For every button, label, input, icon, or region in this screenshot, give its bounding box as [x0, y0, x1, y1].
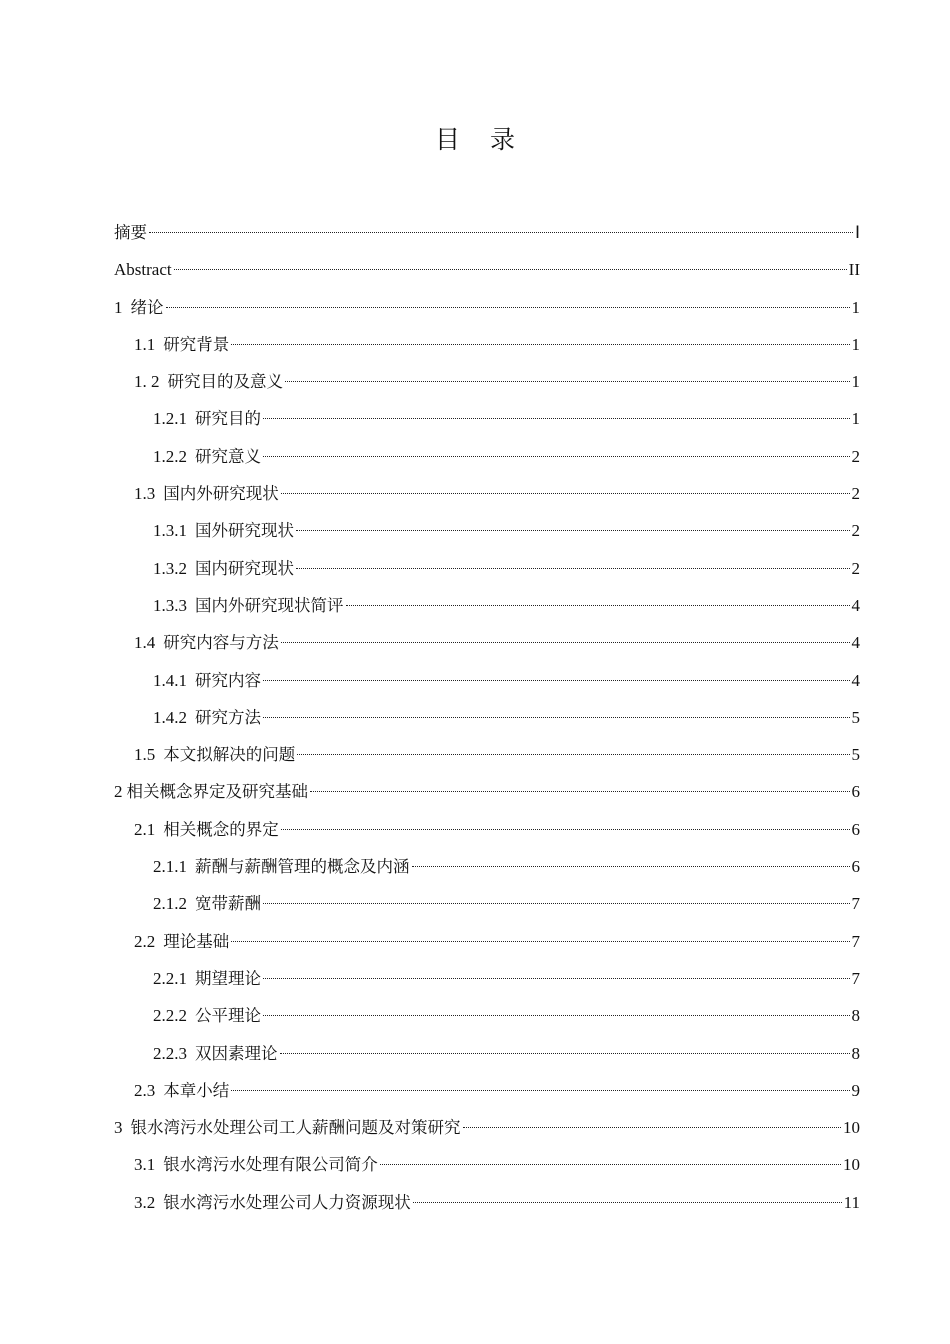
toc-entry-title: 摘要	[114, 223, 147, 242]
toc-entry[interactable]	[114, 923, 860, 960]
toc-entry-page-number: 5	[851, 745, 860, 765]
toc-entry-title: 宽带薪酬	[195, 894, 261, 914]
toc-entry-number: 1.1	[134, 334, 156, 354]
dot-leader	[166, 307, 850, 308]
dot-leader	[263, 1015, 850, 1016]
toc-entry-page-number: 1	[851, 334, 860, 354]
toc-entry-number: 2.1.2	[153, 894, 187, 914]
toc-entry-number: 2.2.3	[153, 1043, 187, 1063]
toc-entry[interactable]	[114, 214, 860, 251]
toc-entry-title: 国内外研究现状简评	[195, 595, 344, 615]
toc-entry-title: 相关概念的界定	[163, 819, 279, 839]
toc-entry-number: 2.2.1	[153, 968, 187, 988]
toc-entry-page-number: Ⅰ	[854, 223, 860, 242]
dot-leader	[310, 791, 850, 792]
toc-entry-title: Abstract	[114, 260, 172, 280]
dot-leader	[285, 381, 850, 382]
toc-entry[interactable]	[114, 699, 860, 736]
toc-entry-title: 研究背景	[163, 334, 230, 354]
toc-entry-title: 薪酬与薪酬管理的概念及内涵	[195, 857, 410, 877]
toc-entry[interactable]	[114, 736, 860, 773]
toc-entry-title: 研究内容与方法	[163, 633, 279, 653]
toc-entry-page-number: 4	[851, 633, 860, 653]
toc-entry-number: 1	[114, 297, 123, 317]
toc-entry-page-number: 1	[851, 372, 860, 392]
toc-entry-page-number: 6	[851, 857, 860, 877]
toc-entry[interactable]	[114, 251, 860, 288]
toc-entry-title: 期望理论	[195, 968, 261, 988]
dot-leader	[380, 1164, 841, 1165]
toc-entry-number: 1.3	[134, 484, 156, 504]
toc-entry[interactable]	[114, 1184, 860, 1221]
toc-entry-page-number: 9	[851, 1080, 860, 1100]
toc-entry[interactable]	[114, 550, 860, 587]
toc-entry-page-number: 4	[851, 670, 860, 690]
toc-entry[interactable]	[114, 512, 860, 549]
toc-entry-number: 3.1	[134, 1155, 156, 1175]
toc-entry-title: 理论基础	[163, 931, 230, 951]
toc-entry-title: 研究目的	[195, 409, 261, 429]
toc-entry[interactable]	[114, 587, 860, 624]
toc-entry-title: 研究内容	[195, 670, 261, 690]
toc-entry-number: 1.2.1	[153, 409, 187, 429]
toc-entry[interactable]	[114, 662, 860, 699]
dot-leader	[149, 232, 853, 233]
toc-entry-number: 2.3	[134, 1080, 156, 1100]
toc-entry-page-number: 8	[851, 1006, 860, 1026]
dot-leader	[231, 941, 849, 942]
dot-leader	[296, 530, 850, 531]
toc-entry-title: 公平理论	[195, 1006, 261, 1026]
dot-leader	[231, 1090, 849, 1091]
title-char-2: 录	[490, 125, 516, 154]
toc-entry-page-number: 2	[851, 521, 860, 541]
toc-entry-title: 国内研究现状	[195, 558, 294, 578]
toc-entry-number: 2.1	[134, 819, 156, 839]
toc-entry-number: 2.2.2	[153, 1006, 187, 1026]
toc-entry[interactable]	[114, 1072, 860, 1109]
toc-entry-title: 研究目的及意义	[167, 372, 283, 392]
toc-entry-title: 研究方法	[195, 707, 261, 727]
dot-leader	[281, 493, 850, 494]
toc-entry[interactable]	[114, 1146, 860, 1183]
toc-entry[interactable]	[114, 885, 860, 922]
dot-leader	[281, 642, 850, 643]
dot-leader	[263, 978, 850, 979]
toc-entry-page-number: 7	[851, 894, 860, 914]
toc-entry-title: 研究意义	[195, 446, 261, 466]
toc-entry-number: 1.4.2	[153, 707, 187, 727]
dot-leader	[296, 568, 850, 569]
toc-entry-number: 3.2	[134, 1192, 156, 1212]
toc-entry-number: 1.5	[134, 745, 156, 765]
toc-entry-page-number: 4	[851, 595, 860, 615]
toc-entry[interactable]	[114, 997, 860, 1034]
dot-leader	[281, 829, 850, 830]
toc-entry-number: 1.4	[134, 633, 156, 653]
toc-entry-title: 国内外研究现状	[163, 484, 279, 504]
toc-entry-page-number: 7	[851, 931, 860, 951]
toc-entry[interactable]	[114, 363, 860, 400]
toc-entry-number: 1.3.2	[153, 558, 187, 578]
dot-leader	[280, 1053, 850, 1054]
toc-entry-number: 2.1.1	[153, 857, 187, 877]
dot-leader	[263, 456, 850, 457]
toc-entry[interactable]	[114, 624, 860, 661]
toc-entry-page-number: II	[848, 260, 860, 280]
toc-entry[interactable]	[114, 811, 860, 848]
table-of-contents	[114, 214, 860, 1221]
toc-entry-page-number: 10	[843, 1118, 860, 1138]
toc-entry[interactable]	[114, 475, 860, 512]
toc-entry-number: 1.3.3	[153, 595, 187, 615]
toc-entry[interactable]	[114, 1035, 860, 1072]
toc-entry-page-number: 2	[851, 484, 860, 504]
dot-leader	[263, 418, 850, 419]
toc-entry-page-number: 5	[851, 707, 860, 727]
dot-leader	[413, 1202, 842, 1203]
toc-entry-title: 本章小结	[163, 1080, 230, 1100]
dot-leader	[346, 605, 850, 606]
toc-entry-number: 1.3.1	[153, 521, 187, 541]
page-title	[0, 120, 950, 156]
toc-entry-number: 2.2	[134, 931, 156, 951]
toc-entry-title: 银水湾污水处理公司工人薪酬问题及对策研究	[130, 1118, 461, 1138]
toc-entry[interactable]	[114, 1109, 860, 1146]
toc-entry-number: 1.2.2	[153, 446, 187, 466]
title-char-1: 目	[434, 125, 460, 154]
toc-entry-title: 相关概念界定及研究基础	[126, 782, 308, 802]
toc-entry-title: 绪论	[130, 297, 164, 317]
toc-entry-number: 1. 2	[134, 372, 160, 392]
dot-leader	[174, 269, 847, 270]
toc-entry-title: 双因素理论	[195, 1043, 278, 1063]
toc-entry-page-number: 2	[851, 558, 860, 578]
toc-entry-title: 银水湾污水处理公司人力资源现状	[163, 1192, 411, 1212]
toc-entry-page-number: 8	[851, 1043, 860, 1063]
toc-entry-page-number: 11	[843, 1192, 860, 1212]
dot-leader	[263, 717, 850, 718]
toc-entry-title: 国外研究现状	[195, 521, 294, 541]
dot-leader	[463, 1127, 842, 1128]
toc-entry-number: 3	[114, 1118, 123, 1138]
toc-entry-page-number: 6	[851, 782, 860, 802]
toc-entry[interactable]	[114, 326, 860, 363]
dot-leader	[412, 866, 850, 867]
toc-entry-page-number: 6	[851, 819, 860, 839]
toc-entry-page-number: 2	[851, 446, 860, 466]
toc-entry[interactable]	[114, 773, 860, 810]
toc-entry[interactable]	[114, 960, 860, 997]
toc-entry-page-number: 7	[851, 968, 860, 988]
toc-entry-page-number: 1	[851, 297, 860, 317]
dot-leader	[231, 344, 849, 345]
toc-entry[interactable]	[114, 400, 860, 437]
toc-entry-number: 2	[114, 782, 123, 802]
dot-leader	[263, 903, 850, 904]
dot-leader	[263, 680, 850, 681]
toc-entry[interactable]	[114, 438, 860, 475]
toc-entry-title: 本文拟解决的问题	[163, 745, 296, 765]
toc-entry-number: 1.4.1	[153, 670, 187, 690]
toc-entry-page-number: 1	[851, 409, 860, 429]
toc-entry-title: 银水湾污水处理有限公司简介	[163, 1155, 378, 1175]
toc-entry[interactable]	[114, 848, 860, 885]
toc-entry-page-number: 10	[843, 1155, 860, 1175]
toc-entry[interactable]	[114, 289, 860, 326]
dot-leader	[297, 754, 849, 755]
